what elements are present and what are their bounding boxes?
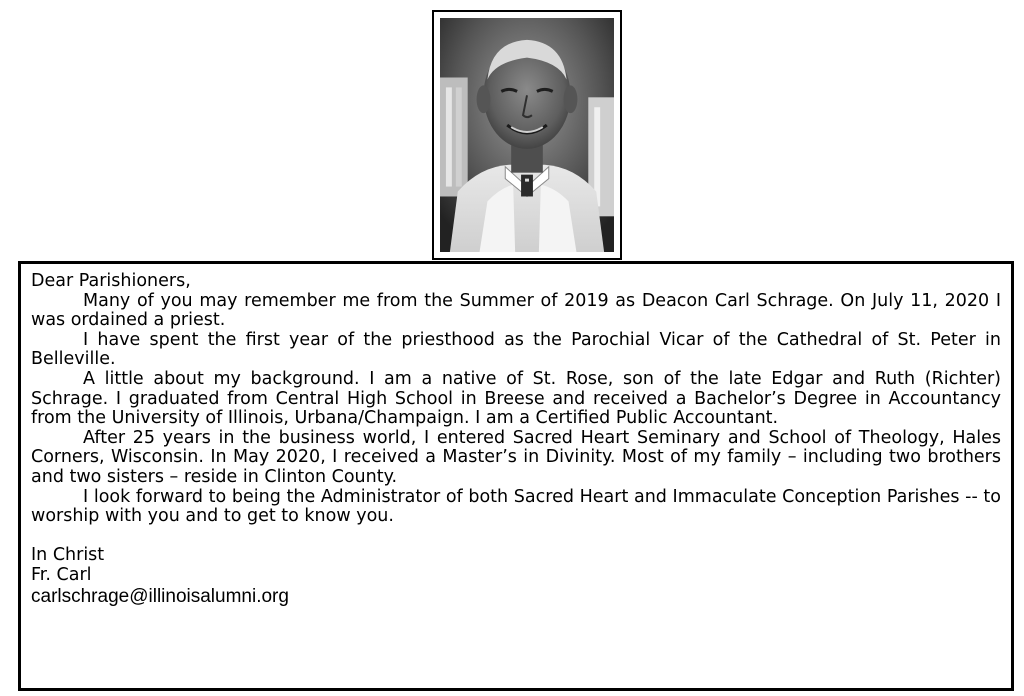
paragraph-3: A little about my background. I am a native of St. Rose, son of the late Edgar and Ruth (Richter) Schrage. I graduated from Central High School in Breese and received a Bachelor’s Degree in Accountancy from the University of Illinois, Urbana/Champaign. I am a Certified Public Accountant. xyxy=(31,368,1001,429)
spacer xyxy=(31,527,1001,547)
closing: In Christ xyxy=(31,545,105,566)
portrait-photo xyxy=(440,18,614,252)
paragraph-1: Many of you may remember me from the Summer of 2019 as Deacon Carl Schrage. On July 11, 2020 I was ordained a priest. xyxy=(31,290,1001,331)
paragraph-5: I look forward to being the Administrator of both Sacred Heart and Immaculate Conception Parishes -- to worship with you and to get to know you. xyxy=(31,486,1001,527)
portrait-frame xyxy=(432,10,622,260)
greeting: Dear Parishioners, xyxy=(31,271,191,291)
portrait-illustration xyxy=(440,18,614,252)
paragraph-2: I have spent the first year of the priesthood as the Parochial Vicar of the Cathedral of St. Peter in Belleville. xyxy=(31,329,1001,370)
email-address: carlschrage@illinoisalumni.org xyxy=(31,585,289,607)
letter-box xyxy=(18,261,1014,691)
signature: Fr. Carl xyxy=(31,564,92,585)
paragraph-4: After 25 years in the business world, I entered Sacred Heart Seminary and School of Theology, Hales Corners, Wisconsin. In May 2020, I received a Master’s in Divinity. Most of my family – including two brothers and two sisters – reside in Clinton County. xyxy=(31,427,1001,487)
